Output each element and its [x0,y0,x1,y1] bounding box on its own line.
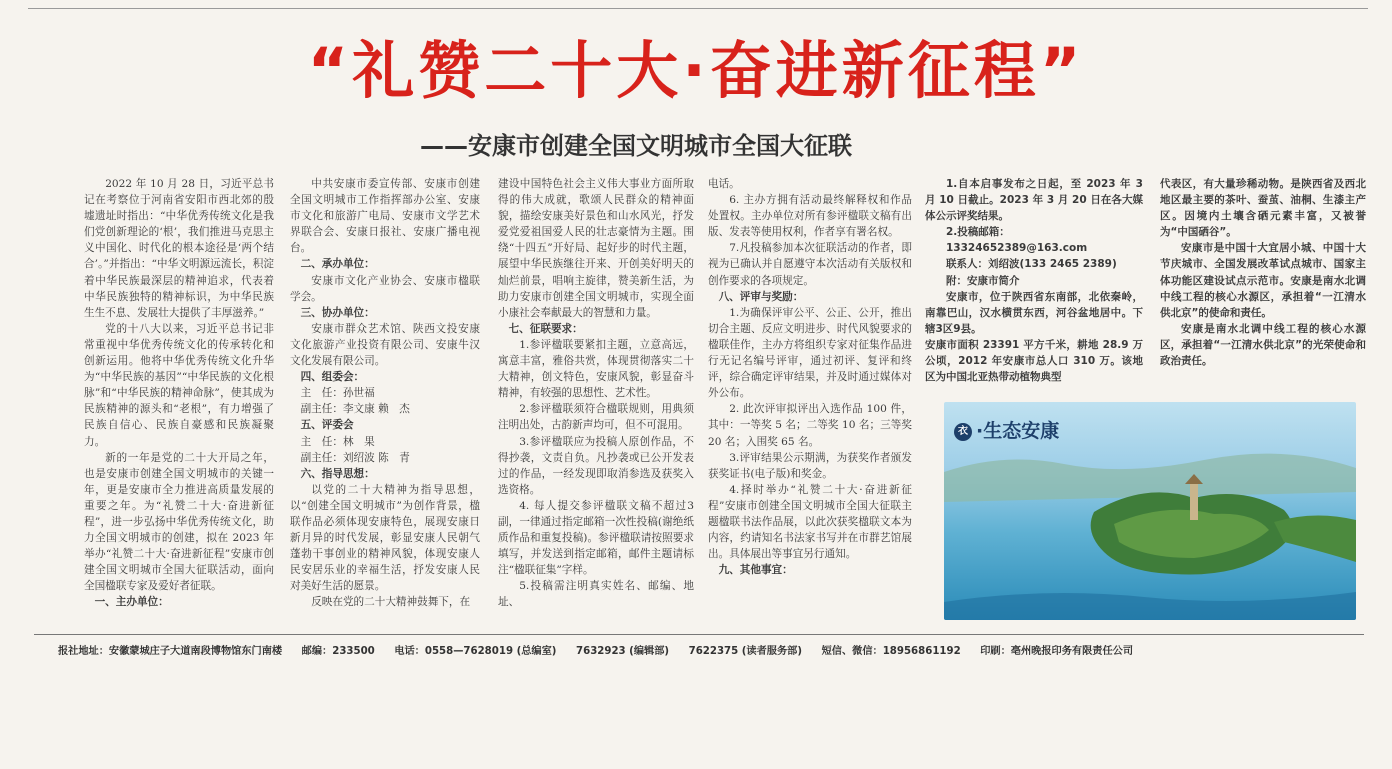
column-5 [925,176,1143,396]
committee-line: 副主任：刘绍波 陈 青 [300,451,410,464]
paragraph: 反映在党的二十大精神鼓舞下，在 [311,596,471,609]
paragraph: 2.参评楹联须符合楹联规则，用典须注明出处，古韵新声均可，但不可混用。 [498,403,694,432]
paragraph: 党的十八大以来，习近平总书记非常重视中华优秀传统文化的传承转化和创新运用。他将中华优秀传统文化升华为“中华民族的基因”“中华民族的文化根脉”和“中华民族的精神命脉”，使其成为民族精神的源头和“老根”，有力增强了民族自信心、民族自豪感和民族凝聚力。 [84,322,274,448]
paragraph: 安康是南水北调中线工程的核心水源区，承担着“一江清水供北京”的光荣使命和政治责任。 [1160,322,1366,368]
section-heading: 二、承办单位： [300,258,375,271]
paragraph: 2. 此次评审拟评出入选作品 100 件，其中：一等奖 5 名；二等奖 10 名；三等奖 20 名；入围奖 65 名。 [708,403,912,448]
attachment-label: 附：安康市简介 [946,274,1020,287]
footer-printer: 印刷：亳州晚报印务有限责任公司 [980,646,1134,657]
paragraph: 5.投稿需注明真实姓名、邮编、地址、 [498,580,694,609]
paragraph: 2022 年 10 月 28 日，习近平总书记在考察位于河南省安阳市西北郊的殷墟遗址时指出：“中华优秀传统文化是我们党创新理论的‘根’，我们推进马克思主义中国化、时代化的根本途径是‘两个结合’。”并指出：“中华文明源远流长，积淀着中华民族最深层的精神追求，代表着中华民族独特的精神标识，为中华民族生生不息、发展壮大提供了丰厚滋养。” [84,178,274,319]
committee-line: 主 任：林 果 [300,435,375,448]
pagoda [1190,480,1198,520]
section-heading: 八、评审与奖励： [718,290,804,303]
column-4 [708,176,912,620]
paragraph: 3.参评楹联应为投稿人原创作品，不得抄袭，文责自负。凡抄袭或已公开发表过的作品，一经发现即取消参选及获奖入选资格。 [498,435,694,496]
paragraph: 安康市是中国十大宜居小城、中国十大节庆城市、全国发展改革试点城市、国家主体功能区建设试点示范市。安康是南水北调中线工程的核心水源区，承担着“一江清水供北京”的使命和责任。 [1160,242,1366,319]
paragraph: 安康市群众艺术馆、陕西文投安康文化旅游产业投资有限公司、安康牛汉文化发展有限公司。 [290,322,480,368]
photo-caption [954,416,1059,443]
footer-editorial: 7632923 (编辑部) [576,646,670,657]
paragraph: 安康市文化产业协会、安康市楹联学会。 [290,274,480,303]
paragraph: 安康市面积 23391 平方千米，耕地 28.9 万公顷，2012 年安康市总人口 310 万。该地区为中国北亚热带动植物典型 [925,338,1143,384]
emblem-icon: 衣 [954,423,972,441]
headline: “礼赞二十大·奋进新征程” [307,34,1085,107]
paragraph: 1.自本启事发布之日起，至 2023 年 3 月 10 日截止。2023 年 3 月 20 日在各大媒体公示评奖结果。 [925,178,1143,223]
paragraph: 7.凡投稿参加本次征联活动的作者，即视为已确认并自愿遵守本次活动有关版权和创作要求的各项规定。 [708,242,912,287]
paragraph: 1.参评楹联要紧扣主题，立意高远，寓意丰富，雅俗共赏，体现贯彻落实二十大精神，创文特色，安康风貌，彰显奋斗精神，有较强的思想性、艺术性。 [498,338,694,400]
paragraph: 以党的二十大精神为指导思想，以“创建全国文明城市”为创作背景，楹联作品必须体现安康特色，展现安康日新月异的时代发展，彰显安康人民朝气蓬勃干事创业的精神风貌，体现安康人民安居乐业的幸福生活，抒发安康人民对美好生活的愿景。 [290,483,480,593]
right-shore [1274,515,1356,562]
footer [58,642,1368,657]
column-3 [498,176,694,620]
section-heading: 五、评委会 [300,419,354,432]
footer-phone: 电话：0558—7628019 (总编室) [394,646,557,657]
section-heading: 九、其他事宜： [718,564,793,577]
paragraph: 安康市，位于陕西省东南部，北依秦岭，南靠巴山，汉水横贯东西，河谷盆地居中。下辖3区9县。 [925,290,1143,335]
scenic-photo [944,402,1356,620]
subheadline: ——安康市创建全国文明城市全国大征联 [420,132,852,160]
paragraph: 电话。 [708,178,740,190]
section-heading: 四、组委会： [300,371,365,384]
paragraph: 2.投稿邮箱： [946,226,1010,239]
column-6 [1160,176,1366,396]
section-heading: 七、征联要求： [508,322,583,335]
committee-line: 主 任：孙世福 [300,387,375,400]
section-heading: 六、指导思想： [300,467,375,480]
paragraph: 1.为确保评审公平、公正、公开，推出切合主题、反应文明进步、时代风貌要求的楹联佳作，主办方将组织专家对征集作品进行无记名编号评审，通过初评、复评和终评，综合确定评审结果，并及时通过媒体对外公布。 [708,306,912,400]
paragraph: 建设中国特色社会主义伟大事业方面所取得的伟大成就，歌颂人民群众的精神面貌，描绘安康美好景色和山水风光，抒发爱党爱祖国爱人民的壮志豪情为主题。围绕“十四五”开好局、起好步的时代主题，展望中华民族继往开来、开创美好明天的灿烂前景，唱响主旋律，赞美新生活，为助力安康市创建全国文明城市，实现全面小康社会奉献最大的智慧和力量。 [498,178,694,319]
footer-rule [34,634,1364,635]
contact-person: 联系人：刘绍波(133 2465 2389) [946,258,1117,271]
paragraph: 代表区，有大量珍稀动物。是陕西省及西北地区最主要的茶叶、蚕茧、油桐、生漆主产区。因境内土壤含硒元素丰富，又被誉为“中国硒谷”。 [1160,178,1366,239]
column-2 [290,176,480,620]
photo-caption-text: ·生态安康 [976,420,1060,442]
footer-postcode: 邮编：233500 [301,646,375,657]
footer-address: 报社地址：安徽蒙城庄子大道南段博物馆东门南楼 [58,646,283,657]
column-1 [84,176,274,620]
section-heading: 三、协办单位： [300,306,375,319]
water-foreground [944,592,1356,620]
top-rule [28,8,1368,9]
section-heading: 一、主办单位： [94,596,169,609]
footer-reader: 7622375 (读者服务部) [688,646,803,657]
email-address: 13324652389@163.com [946,242,1088,255]
paragraph: 4.择时举办“礼赞二十大·奋进新征程”安康市创建全国文明城市全国大征联主题楹联书法作品展，以此次获奖楹联文本为内容，约请知名书法家书写并在市群艺馆展出。具体展出等事宜另行通知。 [708,483,912,561]
footer-sms: 短信、微信：18956861192 [821,646,961,657]
committee-line: 副主任：李文康 赖 杰 [300,403,410,416]
paragraph: 中共安康市委宣传部、安康市创建全国文明城市工作指挥部办公室、安康市文化和旅游广电局、安康市文学艺术界联合会、安康日报社、安康广播电视台。 [290,178,480,255]
paragraph: 3.评审结果公示期满，为获奖作者颁发获奖证书(电子版)和奖金。 [708,451,912,480]
paragraph: 6. 主办方拥有活动最终解释权和作品处置权。主办单位对所有参评楹联文稿有出版、发表等使用权利，作者享有署名权。 [708,194,912,239]
paragraph: 4. 每人提交参评楹联文稿不超过3副，一律通过指定邮箱一次性投稿(谢绝纸质作品和重复投稿)。参评楹联请按照要求填写，并发送到指定邮箱，邮件主题请标注“楹联征集”字样。 [498,499,694,577]
paragraph: 新的一年是党的二十大开局之年，也是安康市创建全国文明城市的关键一年，更是安康市全力推进高质量发展的重要之年。为“礼赞二十大·奋进新征程”，进一步弘扬中华优秀传统文化，助力全国文明城市的创建，拟在 2023 年举办“礼赞二十大·奋进新征程”安康市创建全国文明城市全国大征联活动，面向全国楹联专家及爱好者征联。 [84,451,274,593]
